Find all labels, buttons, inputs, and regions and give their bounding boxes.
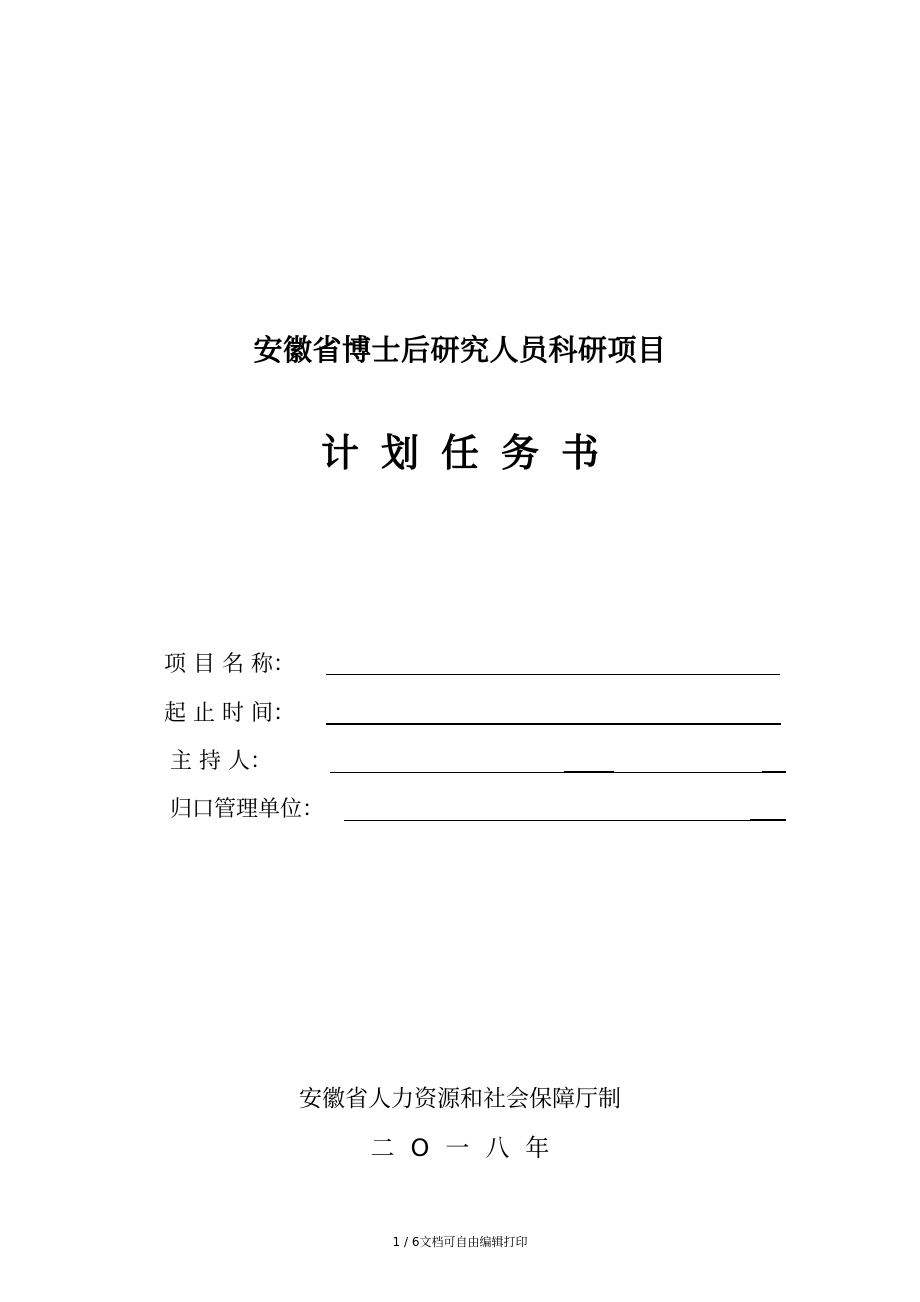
page-footer: 1 / 6文档可自由编辑打印: [392, 1235, 528, 1249]
host-field[interactable]: [330, 772, 786, 773]
unit-label: 归口管理单位：: [170, 797, 325, 822]
year-text: 二O一八年: [370, 1134, 566, 1162]
document-subtitle: 计划任务书: [320, 431, 621, 475]
host-field-underscore-1: [564, 771, 614, 773]
issuer-text: 安徽省人力资源和社会保障厅制: [299, 1086, 621, 1112]
project-name-field[interactable]: [326, 674, 780, 675]
project-name-label: 项 目 名 称：: [164, 652, 295, 677]
project-name-row: [164, 648, 784, 682]
host-row: [170, 745, 790, 779]
period-label: 起 止 时 间：: [164, 701, 295, 726]
unit-field-underscore: [750, 819, 786, 821]
host-label: 主 持 人：: [170, 749, 272, 774]
period-field[interactable]: [326, 723, 781, 725]
document-title: 安徽省博士后研究人员科研项目: [253, 333, 667, 367]
host-field-underscore-2: [762, 771, 786, 773]
period-row: [164, 697, 784, 731]
unit-field[interactable]: [344, 820, 786, 821]
unit-row: [170, 793, 790, 827]
